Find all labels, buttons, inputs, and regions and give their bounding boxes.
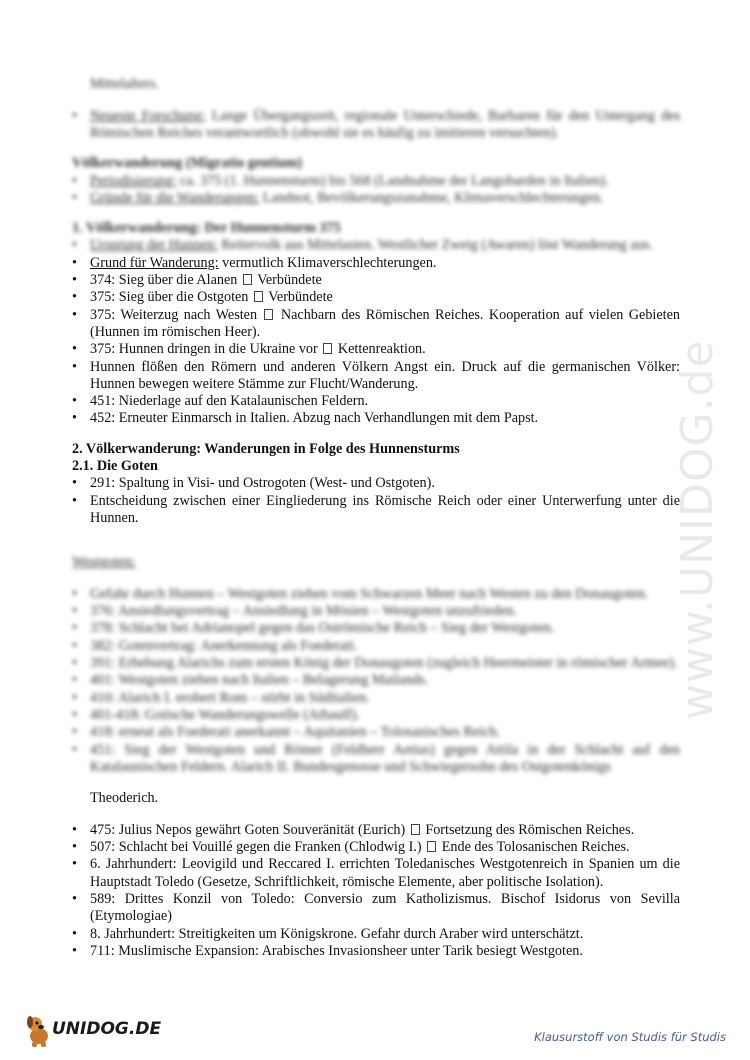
item-text: 589: Drittes Konzil von Toledo: Conversio zum Katholizismus. Bischof Isidorus von Sevilla (Etymologiae) — [90, 891, 680, 925]
westgoten-blur-list — [72, 586, 680, 776]
arrow-icon — [254, 291, 263, 302]
item-text: 8. Jahrhundert: Streitigkeiten um Königskrone. Gefahr durch Araber wird unterschätzt. — [90, 925, 584, 942]
list-item — [72, 359, 680, 394]
arrow-icon — [411, 824, 420, 835]
arrow-icon — [243, 274, 252, 285]
item-text: Kettenreaktion. — [334, 341, 426, 358]
item-text: Landnot, Bevölkerungszunahme, Klimaverschlechterungen. — [259, 189, 604, 206]
item-label: Neueste Forschung: — [90, 107, 206, 124]
item-text: 375: Sieg über die Ostgoten — [90, 289, 252, 306]
list-item — [72, 926, 680, 943]
list-item: • 401: Westgoten ziehen nach Italien – Belagerung Mailands. — [72, 672, 680, 689]
list-item — [72, 475, 680, 492]
item-text: 6. Jahrhundert: Leovigild und Reccared I. errichten Toledanisches Westgotenreich in Spanien um die Hauptstadt Toledo (Gesetze, Schriftlichkeit, römische Elemente, aber politische Isolation). — [90, 856, 680, 890]
item-text: Lange Übergangszeit, regionale Unterschiede, Barbaren für den Untergang des Römischen Reiches verantwortlich (obwohl sie es häufig zu imitieren versuchten). — [90, 107, 681, 141]
list-item — [72, 289, 680, 306]
list-item: • Gefahr durch Hunnen – Westgoten ziehen vom Schwarzen Meer nach Westen zu den Donaugoten. — [72, 586, 680, 603]
arrow-icon — [427, 841, 436, 852]
item-text: 451: Niederlage auf den Katalaunischen Feldern. — [90, 393, 369, 410]
list-item: • 378: Schlacht bei Adrianopel gegen das Oströmische Reich – Sieg der Westgoten. — [72, 620, 680, 637]
list-item — [72, 307, 680, 342]
item-text: Reitervolk aus Mittelasien. Westlicher Zweig (Awaren) löst Wanderung aus. — [217, 237, 653, 254]
item-label: Ursprung der Hunnen: — [90, 237, 218, 254]
dog-icon — [22, 1012, 56, 1048]
section1-list — [72, 255, 680, 428]
item-text: 375: Weiterzug nach Westen — [90, 306, 263, 323]
item-text: Fortsetzung des Römischen Reiches. — [421, 821, 635, 838]
item-text: Entscheidung zwischen einer Eingliederung ins Römische Reich oder einer Unterwerfung unter die Hunnen. — [90, 492, 680, 526]
footer-tagline: Klausurstoff von Studis für Studis — [534, 1030, 726, 1044]
document-content — [72, 62, 680, 960]
list-item — [72, 891, 680, 926]
list-item — [72, 856, 680, 891]
section-heading: 1. Völkerwanderung: Der Hunnensturm 375 — [72, 220, 341, 237]
item-text: Verbündete — [253, 272, 322, 289]
item-label: Grund für Wanderung: — [90, 254, 219, 271]
intro-line: Mittelalters. — [90, 76, 159, 93]
item-text: 507: Schlacht bei Vouillé gegen die Franken (Chlodwig I.) — [90, 839, 426, 856]
list-item — [72, 173, 680, 190]
list-item: • 382: Gotenvertrag: Anerkennung als Foederati. — [72, 638, 680, 655]
item-text: 375: Hunnen dringen in die Ukraine vor — [90, 341, 322, 358]
item-text: Verbündete — [264, 289, 333, 306]
list-item — [72, 410, 680, 427]
list-item: • 410: Alarich I. erobert Rom – stirbt in Süditalien. — [72, 690, 680, 707]
item-text: Ende des Tolosanischen Reiches. — [438, 839, 630, 856]
section0-list — [72, 173, 680, 208]
list-item: • 391: Erhebung Alarichs zum ersten König der Donaugoten (zugleich Heermeister in römischer Armee). — [72, 655, 680, 672]
section-heading: 2. Völkerwanderung: Wanderungen in Folge des Hunnensturms — [72, 440, 460, 457]
list-item: • 418: erneut als Foederati anerkannt – Aquitanien – Tolosanisches Reich. — [72, 724, 680, 741]
list-item: • 376: Ansiedlungsvertrag – Ansiedlung in Mösien – Westgoten unzufrieden. — [72, 603, 680, 620]
list-item — [72, 190, 680, 207]
arrow-icon — [323, 343, 332, 354]
item-text: 374: Sieg über die Alanen — [90, 272, 241, 289]
item-text: Nachbarn des Römischen Reiches. Kooperation auf vielen Gebieten (Hunnen im römischen Heer). — [90, 306, 680, 340]
unidog-logo[interactable] — [22, 1012, 162, 1048]
item-text: Hunnen flößen den Römern und anderen Völkern Angst ein. Druck auf die germanischen Völker: Hunnen bewegen weitere Stämme zur Flucht/Wanderung. — [90, 358, 680, 392]
item-text: 452: Erneuter Einmarsch in Italien. Abzug nach Verhandlungen mit dem Papst. — [90, 410, 539, 427]
arrow-icon — [264, 309, 273, 320]
item-label: Periodisierung: — [90, 172, 177, 189]
list-item — [72, 255, 680, 272]
list-item — [72, 493, 680, 528]
item-text: ca. 375 (1. Hunnensturm) bis 568 (Landnahme der Langobarden in Italien). — [176, 172, 609, 189]
list-item — [72, 108, 680, 143]
list-item — [72, 822, 680, 839]
list-item — [72, 393, 680, 410]
section2-list — [72, 475, 680, 527]
list-item: • 401-418: Gotische Wanderungswelle (Athaulf). — [72, 707, 680, 724]
westgoten-heading: Westgoten: — [72, 554, 136, 571]
logo-text: UNIDOG.DE — [52, 1019, 162, 1039]
watermark: www.UNIDOG.de — [672, 339, 723, 720]
item-text: vermutlich Klimaverschlechterungen. — [218, 254, 437, 271]
item-text: 711: Muslimische Expansion: Arabisches Invasionsheer unter Tarik besiegt Westgoten. — [90, 942, 583, 959]
list-item — [72, 341, 680, 358]
item-continuation: Theoderich. — [90, 790, 159, 807]
section-heading: Völkerwanderung (Migratio gentium) — [72, 155, 303, 172]
section1-blur-list — [72, 237, 680, 254]
list-item — [72, 943, 680, 960]
intro-list — [72, 108, 680, 143]
blurred-westgoten — [72, 554, 680, 776]
item-text: 475: Julius Nepos gewährt Goten Souveränität (Eurich) — [90, 821, 409, 838]
list-item: • 451: Sieg der Westgoten und Römer (Feldherr Aetius) gegen Attila in der Schlacht auf den Katalaunischen Feldern. Alarich II. Bundesgenosse und Schwiegersohn des Ostgotenkönigs — [72, 742, 680, 777]
westgoten-list — [72, 822, 680, 960]
list-item — [72, 272, 680, 289]
item-text: 291: Spaltung in Visi- und Ostrogoten (West- und Ostgoten). — [90, 475, 435, 492]
subsection-heading: 2.1. Die Goten — [72, 458, 158, 475]
list-item — [72, 839, 680, 856]
list-item — [72, 237, 680, 254]
blurred-intro — [72, 76, 680, 255]
item-label: Gründe für die Wanderungen: — [90, 189, 260, 206]
